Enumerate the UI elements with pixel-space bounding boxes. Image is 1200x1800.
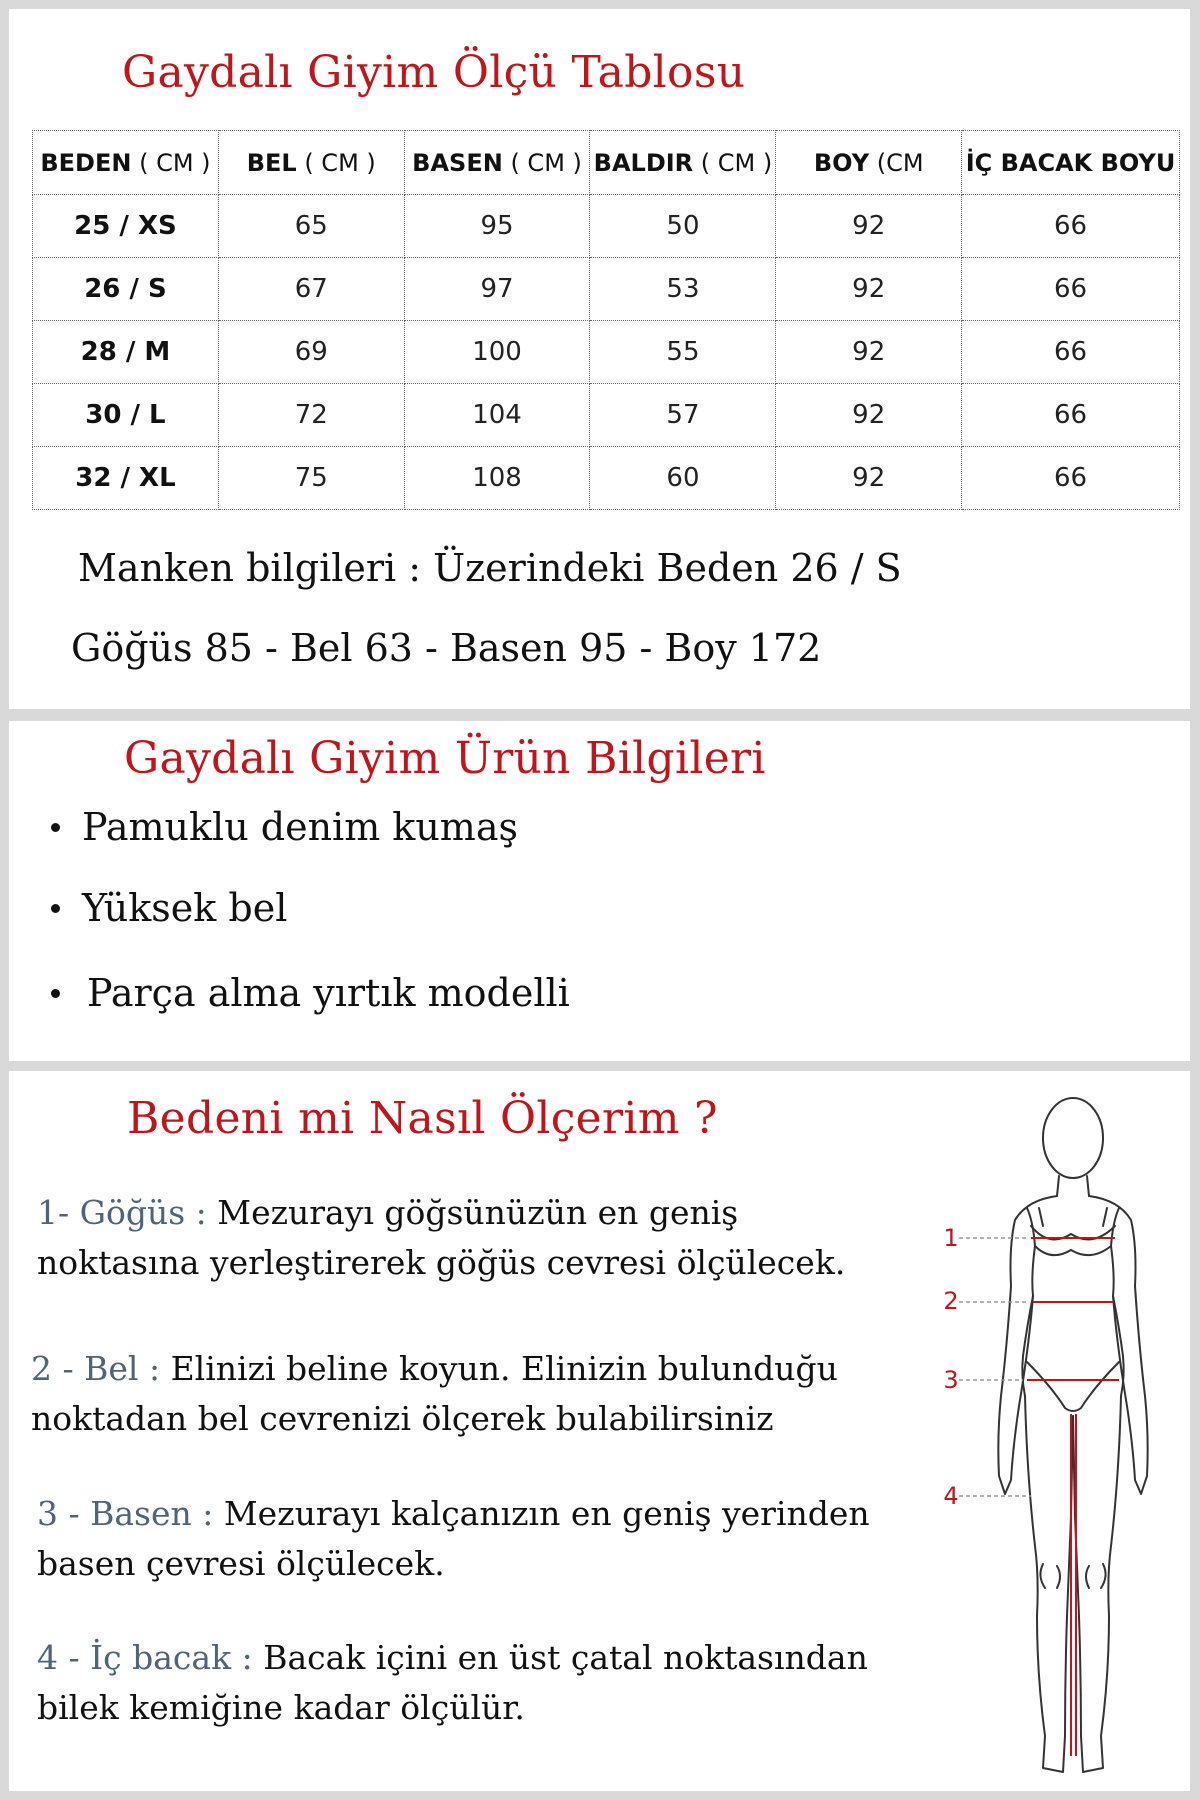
model-measurements: Göğüs 85 - Bel 63 - Basen 95 - Boy 172	[71, 626, 822, 670]
list-item: Yüksek bel	[51, 886, 287, 930]
how-to-measure-panel	[9, 1071, 1190, 1791]
col-header-ic-bacak: İÇ BACAK BOYU	[962, 131, 1180, 195]
model-info: Manken bilgileri : Üzerindeki Beden 26 / S	[78, 546, 902, 590]
basen-cell: 95	[404, 195, 590, 258]
bel-cell: 75	[218, 447, 404, 510]
list-item: Parça alma yırtık modelli	[51, 971, 570, 1015]
bel-cell: 65	[218, 195, 404, 258]
basen-cell: 104	[404, 384, 590, 447]
size-table-header	[33, 131, 1180, 195]
col-header-boy: BOY (CM	[776, 131, 962, 195]
table-row	[33, 384, 1180, 447]
size-chart-panel	[9, 9, 1190, 709]
step-inseam: 4 - İç bacak : Bacak içini en üst çatal noktasından bilek kemiğine kadar ölçülür.	[37, 1638, 868, 1727]
bullet-icon	[51, 823, 60, 832]
size-chart-title: Gaydalı Giyim Ölçü Tablosu	[122, 47, 746, 98]
product-info-title: Gaydalı Giyim Ürün Bilgileri	[124, 733, 766, 784]
marker-1: 1	[943, 1224, 959, 1252]
product-info-panel	[9, 721, 1190, 1061]
bullet-icon	[51, 904, 60, 913]
ic-bacak-cell: 66	[962, 447, 1180, 510]
size-table	[32, 130, 1180, 510]
col-header-bel: BEL ( CM )	[218, 131, 404, 195]
table-row	[33, 321, 1180, 384]
how-to-measure-title: Bedeni mi Nasıl Ölçerim ?	[127, 1093, 718, 1144]
baldir-cell: 57	[590, 384, 776, 447]
marker-4: 4	[943, 1482, 959, 1510]
table-row	[33, 447, 1180, 510]
size-cell: 32 / XL	[33, 447, 219, 510]
boy-cell: 92	[776, 384, 962, 447]
table-row	[33, 258, 1180, 321]
size-cell: 25 / XS	[33, 195, 219, 258]
boy-cell: 92	[776, 447, 962, 510]
ic-bacak-cell: 66	[962, 321, 1180, 384]
size-cell: 26 / S	[33, 258, 219, 321]
col-header-baldir: BALDIR ( CM )	[590, 131, 776, 195]
marker-2: 2	[943, 1287, 959, 1315]
table-row	[33, 195, 1180, 258]
col-header-beden: BEDEN ( CM )	[33, 131, 219, 195]
boy-cell: 92	[776, 321, 962, 384]
body-figure-icon	[931, 1096, 1171, 1786]
ic-bacak-cell: 66	[962, 258, 1180, 321]
bel-cell: 72	[218, 384, 404, 447]
step-chest: 1- Göğüs : Mezurayı göğsünüzün en geniş noktasına yerleştirerek göğüs cevresi ölçülecek.	[37, 1193, 846, 1282]
size-cell: 30 / L	[33, 384, 219, 447]
boy-cell: 92	[776, 195, 962, 258]
list-item: Pamuklu denim kumaş	[51, 805, 518, 849]
baldir-cell: 55	[590, 321, 776, 384]
boy-cell: 92	[776, 258, 962, 321]
bel-cell: 69	[218, 321, 404, 384]
step-hip: 3 - Basen : Mezurayı kalçanızın en geniş yerinden basen çevresi ölçülecek.	[37, 1494, 870, 1583]
basen-cell: 100	[404, 321, 590, 384]
basen-cell: 108	[404, 447, 590, 510]
baldir-cell: 53	[590, 258, 776, 321]
ic-bacak-cell: 66	[962, 195, 1180, 258]
bel-cell: 67	[218, 258, 404, 321]
marker-3: 3	[943, 1366, 959, 1394]
step-waist: 2 - Bel : Elinizi beline koyun. Elinizin bulunduğu noktadan bel cevrenizi ölçerek bulabilirsiniz	[31, 1349, 838, 1438]
basen-cell: 97	[404, 258, 590, 321]
col-header-basen: BASEN ( CM )	[404, 131, 590, 195]
baldir-cell: 50	[590, 195, 776, 258]
baldir-cell: 60	[590, 447, 776, 510]
size-cell: 28 / M	[33, 321, 219, 384]
bullet-icon	[51, 989, 60, 998]
ic-bacak-cell: 66	[962, 384, 1180, 447]
